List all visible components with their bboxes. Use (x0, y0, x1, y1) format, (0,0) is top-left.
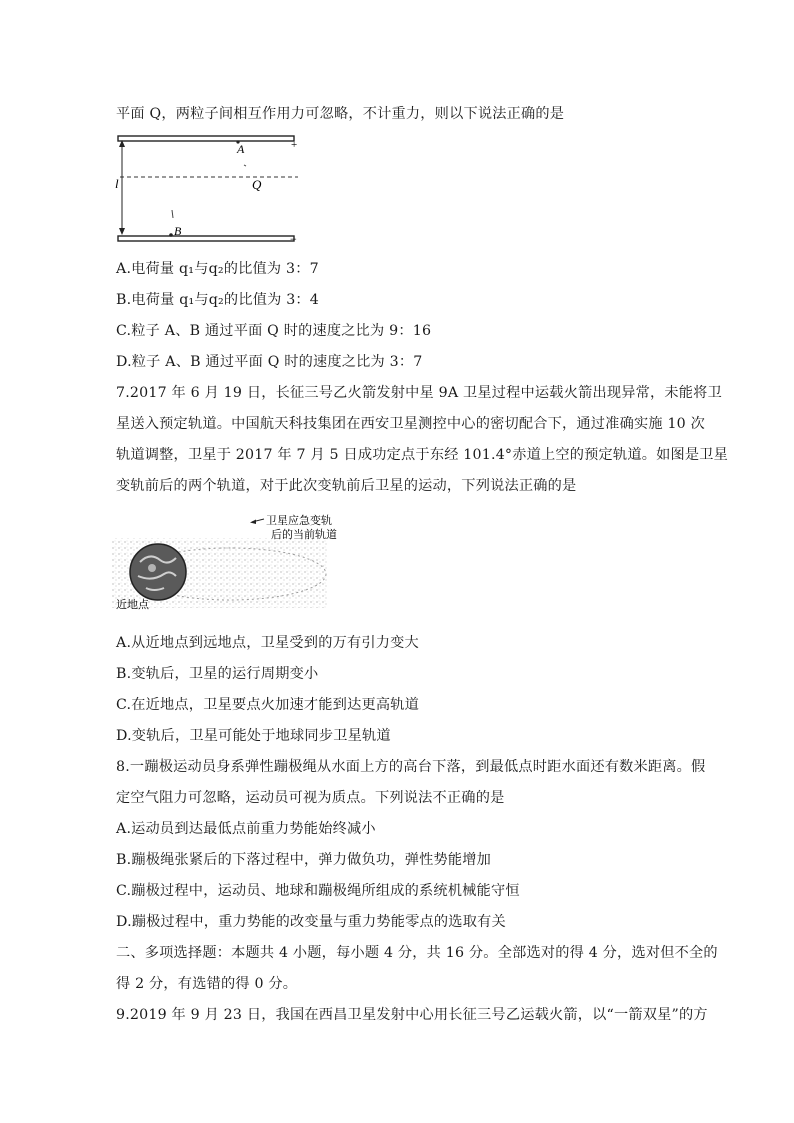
label-a: A (237, 142, 245, 156)
q7-stem-line-2: 星送入预定轨道。中国航天科技集团在西安卫星测控中心的密切配合下，通过准确实施 10 次 (116, 416, 705, 432)
q8-option-b: B.蹦极绳张紧后的下落过程中，弹力做负功，弹性势能增加 (116, 852, 492, 868)
q7-stem-line-1: 7.2017 年 6 月 19 日，长征三号乙火箭发射中星 9A 卫星过程中运载火箭出现异常，未能将卫 (116, 385, 722, 401)
section-2-heading-cont: 得 2 分，有选错的得 0 分。 (116, 976, 298, 992)
q8-stem-line-2: 定空气阻力可忽略，运动员可视为质点。下列说法不正确的是 (116, 790, 505, 806)
section-2-heading: 二、多项选择题：本题共 4 小题，每小题 4 分，共 16 分。全部选对的得 4 分，选对但不全的 (116, 945, 718, 961)
q6-stem: 平面 Q，两粒子间相互作用力可忽略，不计重力，则以下说法正确的是 (116, 106, 565, 122)
orbit-annotation-1: 卫星应急变轨 (266, 515, 332, 527)
q6-option-d: D.粒子 A、B 通过平面 Q 时的速度之比为 3：7 (116, 354, 423, 370)
q7-stem-line-3: 轨道调整，卫星于 2017 年 7 月 5 日成功定点于东经 101.4°赤道上空的预定轨道。如图是卫星 (116, 447, 729, 463)
q7-option-b: B.变轨后，卫星的运行周期变小 (116, 666, 319, 682)
bottom-plate (118, 236, 294, 241)
label-b: B (174, 224, 182, 238)
label-q: Q (252, 177, 262, 192)
q8-stem-line-1: 8.一蹦极运动员身系弹性蹦极绳从水面上方的高台下落，到最低点时距水面还有数米距离。假 (116, 759, 706, 775)
q8-option-d: D.蹦极过程中，重力势能的改变量与重力势能零点的选取有关 (116, 914, 506, 930)
q9-stem-line-1: 9.2019 年 9 月 23 日，我国在西昌卫星发射中心用长征三号乙运载火箭，以“一箭双星”的方 (116, 1007, 708, 1023)
q6-option-a: A.电荷量 q₁与q₂的比值为 3：7 (116, 261, 319, 277)
q7-option-d: D.变轨后，卫星可能处于地球同步卫星轨道 (116, 728, 391, 744)
perigee-label: 近地点 (116, 599, 149, 611)
plus-sign: + (291, 139, 298, 151)
q7-option-a: A.从近地点到远地点，卫星受到的万有引力变大 (116, 635, 419, 651)
capacitor-figure (112, 132, 312, 248)
q8-option-c: C.蹦极过程中，运动员、地球和蹦极绳所组成的系统机械能守恒 (116, 883, 520, 899)
q7-stem-line-4: 变轨前后的两个轨道，对于此次变轨前后卫星的运动，下列说法正确的是 (116, 478, 577, 494)
q6-option-b: B.电荷量 q₁与q₂的比值为 3：4 (116, 292, 320, 308)
particle-b (169, 233, 173, 237)
orbit-figure (112, 510, 337, 614)
label-l: l (115, 176, 119, 191)
q8-option-a: A.运动员到达最低点前重力势能始终减小 (116, 821, 376, 837)
q6-option-c: C.粒子 A、B 通过平面 Q 时的速度之比为 9：16 (116, 323, 432, 339)
minus-sign: − (290, 232, 297, 246)
orbit-annotation-2: 后的当前轨道 (271, 529, 337, 541)
top-plate (118, 136, 294, 141)
earth (130, 544, 186, 600)
q7-option-c: C.在近地点，卫星要点火加速才能到达更高轨道 (116, 697, 420, 713)
